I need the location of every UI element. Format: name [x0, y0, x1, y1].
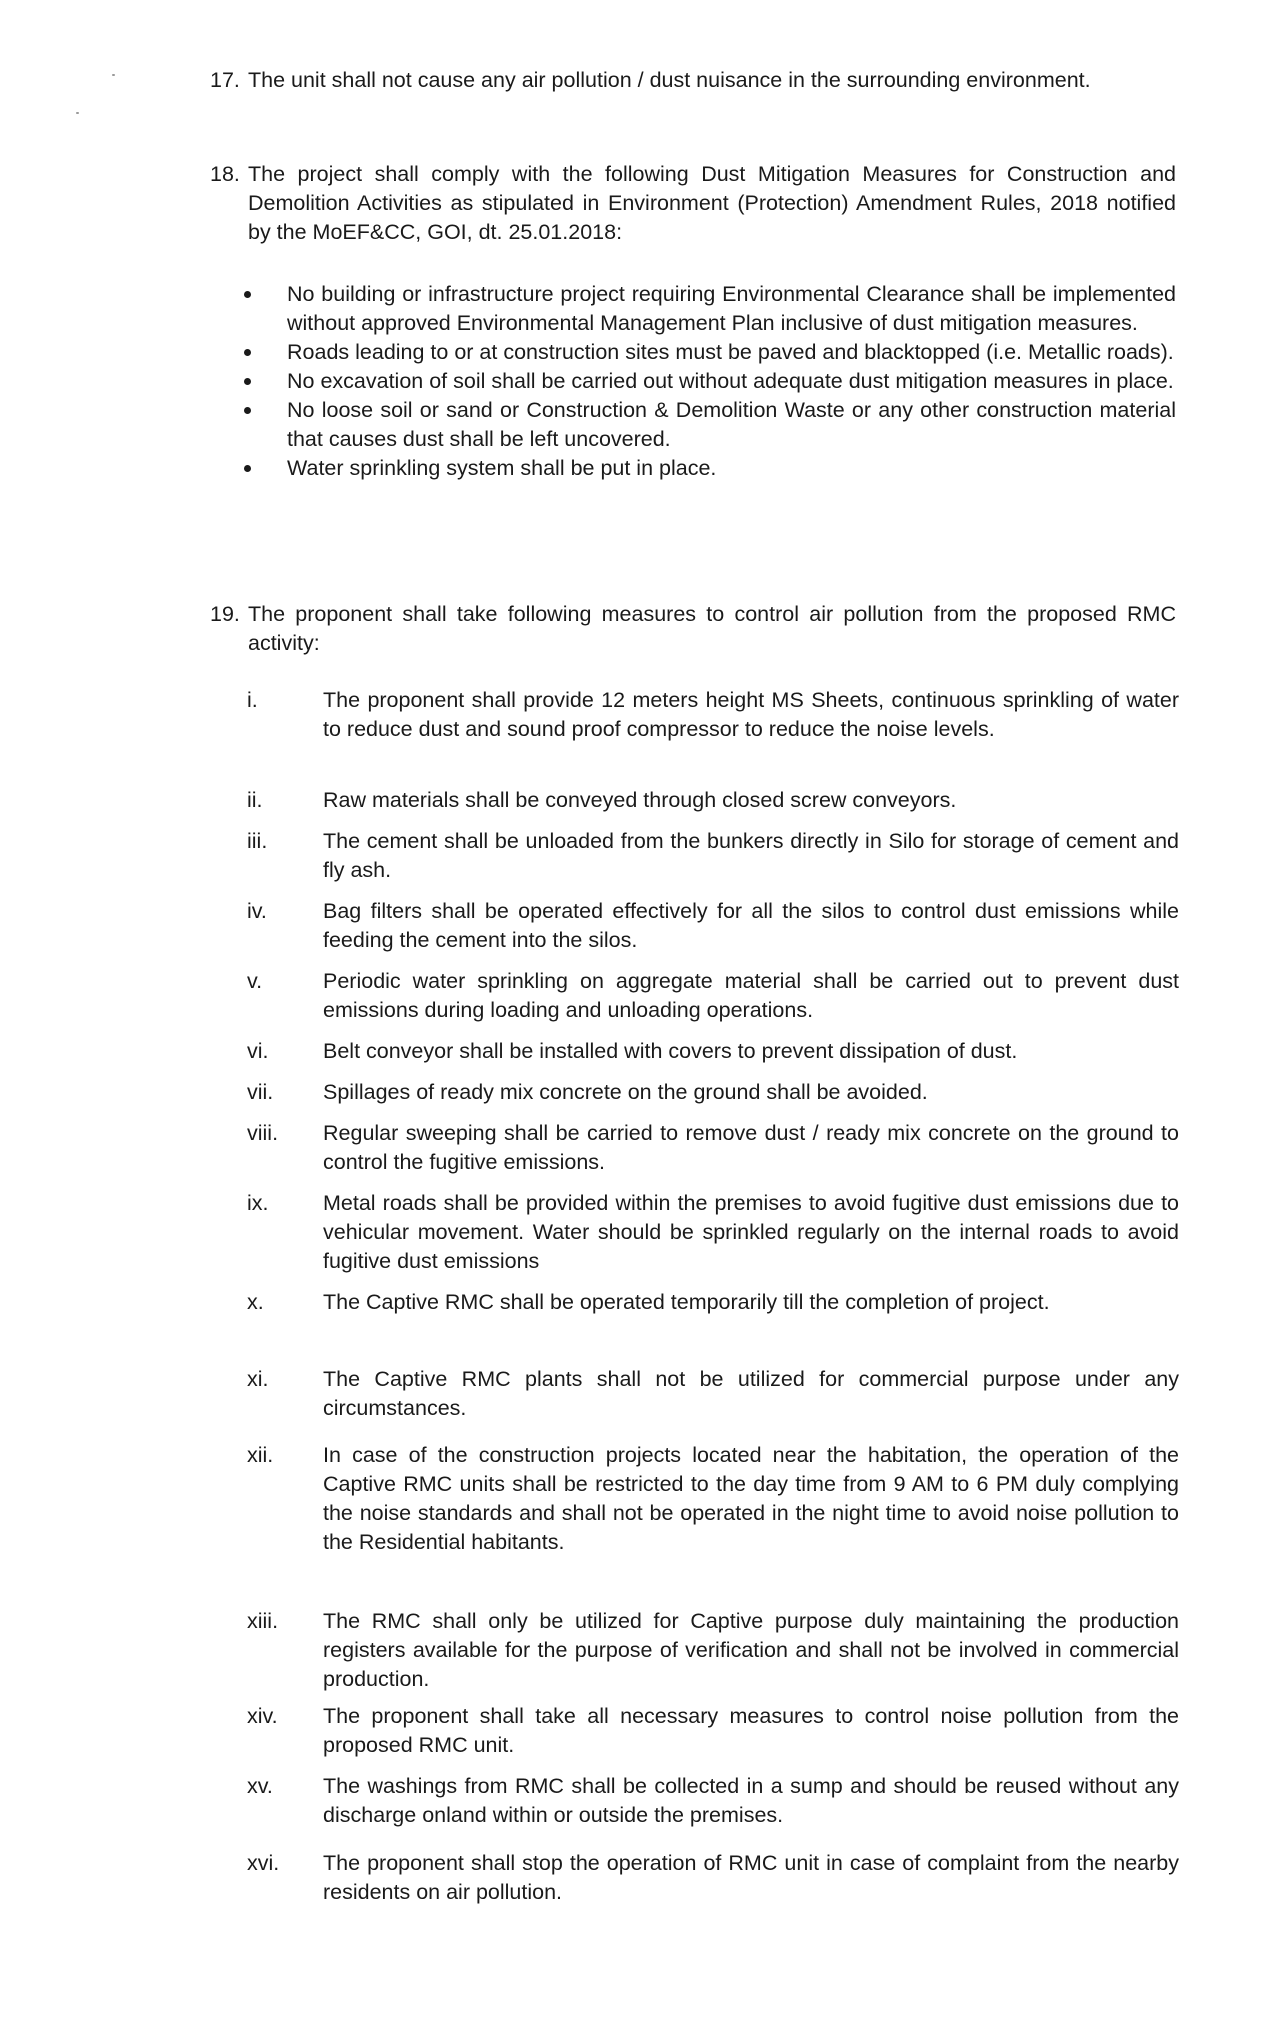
subitem-text: The washings from RMC shall be collected in a sump and should be reused without any discharge onland within or outside the premises.: [323, 1774, 1179, 1827]
subitem-numeral: viii.: [247, 1121, 279, 1145]
subitem-text: In case of the construction projects located near the habitation, the operation of the Captive RMC units shall be restricted to the day time from 9 AM to 6 PM duly complying the noise standards and shall not be operated in the night time to avoid noise pollution to the Residential habitants.: [323, 1443, 1179, 1554]
rmc-subitem-ii: [247, 786, 1179, 815]
subitem-numeral: xv.: [247, 1774, 273, 1798]
rmc-subitem-vi: [247, 1037, 1179, 1066]
subitem-numeral: xi.: [247, 1367, 269, 1391]
rmc-subitem-xiii: [247, 1607, 1179, 1694]
rmc-subitem-iv: [247, 897, 1179, 955]
subitem-text: The RMC shall only be utilized for Captive purpose duly maintaining the production registers available for the purpose of verification and shall not be involved in commercial production.: [323, 1609, 1179, 1691]
subitem-numeral: v.: [247, 969, 263, 993]
bullet-text: No excavation of soil shall be carried out without adequate dust mitigation measures in place.: [287, 369, 1174, 393]
subitem-text: Regular sweeping shall be carried to remove dust / ready mix concrete on the ground to control the fugitive emissions.: [323, 1121, 1179, 1174]
bullet-text: No loose soil or sand or Construction & Demolition Waste or any other construction material that causes dust shall be left uncovered.: [287, 398, 1176, 451]
scan-speck: [76, 112, 79, 114]
rmc-subitem-v: [247, 967, 1179, 1025]
subitem-text: Raw materials shall be conveyed through closed screw conveyors.: [323, 788, 957, 812]
rmc-subitem-xiv: [247, 1702, 1179, 1760]
clause-18: [210, 160, 1176, 247]
subitem-text: The proponent shall take all necessary measures to control noise pollution from the proposed RMC unit.: [323, 1704, 1179, 1757]
subitem-numeral: iv.: [247, 899, 267, 923]
subitem-text: The cement shall be unloaded from the bunkers directly in Silo for storage of cement and fly ash.: [323, 829, 1179, 882]
clause-text: The unit shall not cause any air pollution / dust nuisance in the surrounding environment.: [248, 68, 1091, 92]
clause-17: [210, 66, 1176, 95]
rmc-subitem-x: [247, 1288, 1179, 1317]
subitem-numeral: vi.: [247, 1039, 269, 1063]
clause-number: 18.: [210, 162, 240, 186]
rmc-subitem-xvi: [247, 1849, 1179, 1907]
scan-speck: [112, 74, 115, 76]
subitem-numeral: ii.: [247, 788, 263, 812]
bullet-text: Water sprinkling system shall be put in place.: [287, 456, 717, 480]
subitem-text: Belt conveyor shall be installed with covers to prevent dissipation of dust.: [323, 1039, 1018, 1063]
subitem-numeral: x.: [247, 1290, 264, 1314]
clause-number: 19.: [210, 602, 240, 626]
clause-number: 17.: [210, 68, 240, 92]
subitem-numeral: i.: [247, 688, 258, 712]
rmc-subitem-ix: [247, 1189, 1179, 1276]
rmc-subitem-xi: [247, 1365, 1179, 1423]
subitem-text: The Captive RMC shall be operated temporarily till the completion of project.: [323, 1290, 1050, 1314]
rmc-subitem-iii: [247, 827, 1179, 885]
clause-text: The project shall comply with the following Dust Mitigation Measures for Construction and Demolition Activities as stipulated in Environment (Protection) Amendment Rules, 2018 notified by the MoEF&CC, GOI, dt. 25.01.2018:: [248, 162, 1176, 244]
bullet-dot-icon: [244, 378, 251, 385]
clause-text: The proponent shall take following measures to control air pollution from the proposed RMC activity:: [248, 602, 1176, 655]
subitem-numeral: xiii.: [247, 1609, 279, 1633]
bullet-item: [244, 454, 1176, 483]
bullet-item: [244, 280, 1176, 338]
clause-19: [210, 600, 1176, 658]
subitem-numeral: xiv.: [247, 1704, 278, 1728]
rmc-subitem-vii: [247, 1078, 1179, 1107]
rmc-subitem-xv: [247, 1772, 1179, 1830]
bullet-dot-icon: [244, 465, 251, 472]
bullet-dot-icon: [244, 407, 251, 414]
bullet-item: [244, 338, 1176, 367]
bullet-dot-icon: [244, 349, 251, 356]
subitem-numeral: xii.: [247, 1443, 274, 1467]
subitem-text: The proponent shall provide 12 meters height MS Sheets, continuous sprinkling of water to reduce dust and sound proof compressor to reduce the noise levels.: [323, 688, 1179, 741]
bullet-item: [244, 396, 1176, 454]
subitem-text: Spillages of ready mix concrete on the ground shall be avoided.: [323, 1080, 928, 1104]
rmc-subitem-viii: [247, 1119, 1179, 1177]
subitem-text: Bag filters shall be operated effectively for all the silos to control dust emissions while feeding the cement into the silos.: [323, 899, 1179, 952]
subitem-text: Periodic water sprinkling on aggregate material shall be carried out to prevent dust emissions during loading and unloading operations.: [323, 969, 1179, 1022]
subitem-numeral: vii.: [247, 1080, 274, 1104]
bullet-dot-icon: [244, 291, 251, 298]
subitem-numeral: xvi.: [247, 1851, 280, 1875]
bullet-text: No building or infrastructure project requiring Environmental Clearance shall be implemented without approved Environmental Management Plan inclusive of dust mitigation measures.: [287, 282, 1176, 335]
bullet-item: [244, 367, 1176, 396]
subitem-text: Metal roads shall be provided within the premises to avoid fugitive dust emissions due to vehicular movement. Water should be sprinkled regularly on the internal roads to avoid fugitive dust emissions: [323, 1191, 1179, 1273]
rmc-subitem-i: [247, 686, 1179, 744]
rmc-subitem-xii: [247, 1441, 1179, 1557]
subitem-numeral: iii.: [247, 829, 268, 853]
bullet-text: Roads leading to or at construction sites must be paved and blacktopped (i.e. Metallic roads).: [287, 340, 1174, 364]
subitem-numeral: ix.: [247, 1191, 269, 1215]
dust-mitigation-bullet-list: [244, 280, 1176, 483]
subitem-text: The Captive RMC plants shall not be utilized for commercial purpose under any circumstances.: [323, 1367, 1179, 1420]
subitem-text: The proponent shall stop the operation of RMC unit in case of complaint from the nearby residents on air pollution.: [323, 1851, 1179, 1904]
